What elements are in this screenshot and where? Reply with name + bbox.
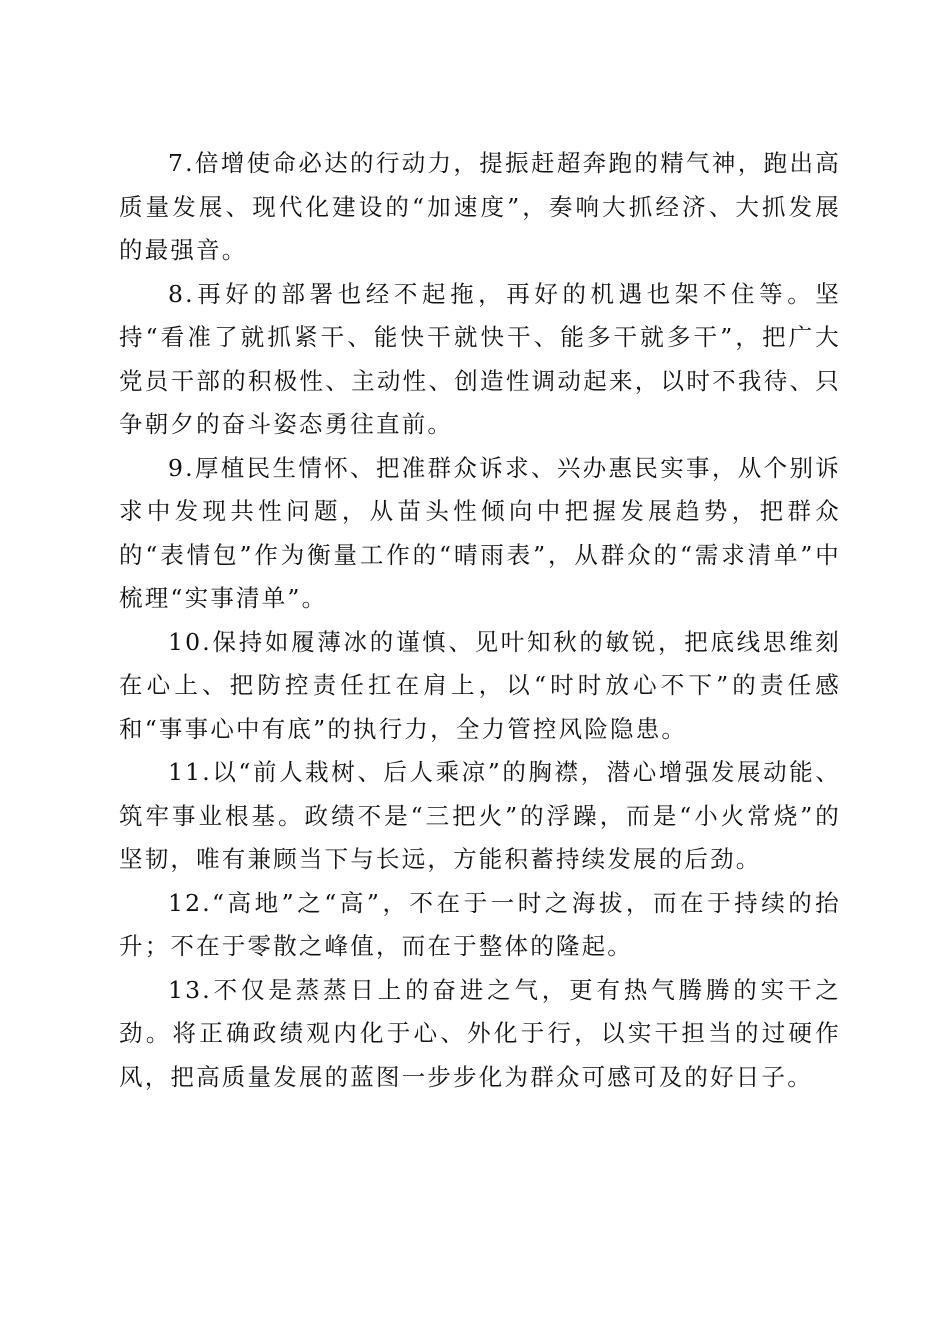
paragraph-9: 9.厚植民生情怀、把准群众诉求、兴办惠民实事，从个别诉求中发现共性问题，从苗头性倾向中把握发展趋势，把群众的“表情包”作为衡量工作的“晴雨表”，从群众的“需求清单”中梳理“实事清单”。 — [119, 453, 841, 612]
paragraph-11: 11.以“前人栽树、后人乘凉”的胸襟，潜心增强发展动能、筑牢事业根基。政绩不是“三把火”的浮躁，而是“小火常烧”的坚韧，唯有兼顾当下与长远，方能积蓄持续发展的后劲。 — [119, 758, 841, 873]
paragraph-8: 8.再好的部署也经不起拖，再好的机遇也架不住等。坚持“看准了就抓紧干、能快干就快干、能多干就多干”，把广大党员干部的积极性、主动性、创造性调动起来，以时不我待、只争朝夕的奋斗姿态勇往直前。 — [119, 279, 841, 438]
paragraph-12: 12.“高地”之“高”，不在于一时之海拔，而在于持续的抬升；不在于零散之峰值，而在于整体的隆起。 — [119, 888, 841, 960]
document-body — [119, 142, 841, 1099]
paragraph-13: 13.不仅是蒸蒸日上的奋进之气，更有热气腾腾的实干之劲。将正确政绩观内化于心、外化于行，以实干担当的过硬作风，把高质量发展的蓝图一步步化为群众可感可及的好日子。 — [119, 975, 841, 1091]
paragraph-7: 7.倍增使命必达的行动力，提振赶超奔跑的精气神，跑出高质量发展、现代化建设的“加速度”，奏响大抓经济、大抓发展的最强音。 — [119, 149, 841, 264]
paragraph-10: 10.保持如履薄冰的谨慎、见叶知秋的敏锐，把底线思维刻在心上、把防控责任扛在肩上，以“时时放心不下”的责任感和“事事心中有底”的执行力，全力管控风险隐患。 — [119, 627, 841, 743]
